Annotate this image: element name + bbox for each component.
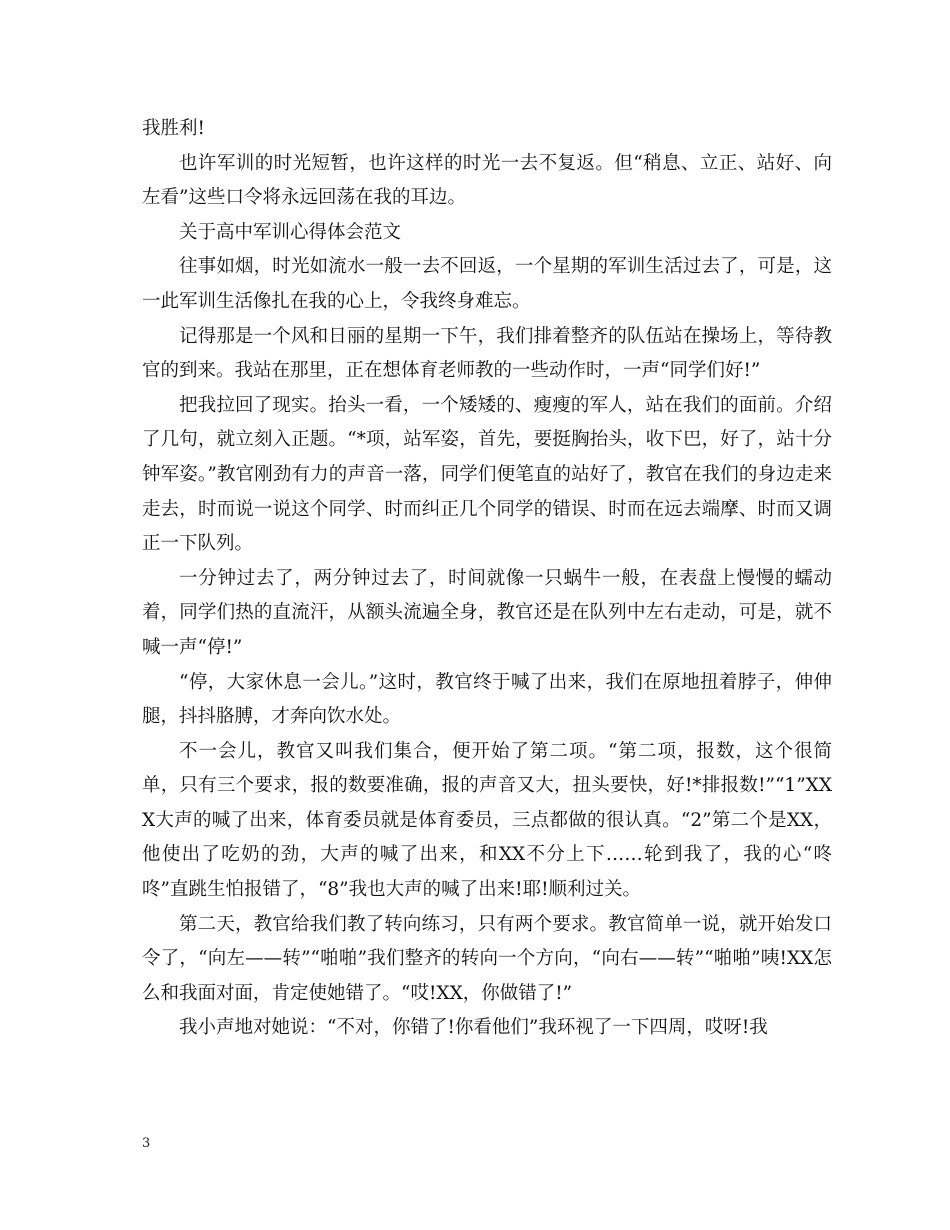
paragraph: 往事如烟，时光如流水一般一去不回返，一个星期的军训生活过去了，可是，这一此军训生活像扎在我的心上，令我终身难忘。 — [142, 256, 832, 312]
paragraph: 不一会儿，教官又叫我们集合，便开始了第二项。“第二项，报数，这个很简单，只有三个要求，报的数要准确，报的声音又大，扭头要快，好!*排报数!”“1”XXX大声的喊了出来，体育委员就是体育委员，三点都做的很认真。“2”第二个是XX，他使出了吃奶的劲，大声的喊了出来，和XX不分上下……轮到我了，我的心“咚咚”直跳生怕报错了，“8”我也大声的喊了出来!耶!顺利过关。 — [142, 740, 832, 901]
paragraph: 我小声地对她说：“不对，你错了!你看他们”我环视了一下四周，哎呀!我 — [179, 1017, 768, 1039]
body-text — [142, 112, 832, 1046]
paragraph: 记得那是一个风和日丽的星期一下午，我们排着整齐的队伍站在操场上，等待教官的到来。我站在那里，正在想体育老师教的一些动作时，一声“同学们好!” — [142, 325, 832, 382]
paragraph: 我胜利! — [142, 118, 205, 139]
paragraph: 一分钟过去了，两分钟过去了，时间就像一只蜗牛一般，在表盘上慢慢的蠕动着，同学们热的直流汗，从额头流遍全身，教官还是在队列中左右走动，可是，就不喊一声“停!” — [142, 567, 832, 658]
paragraph: 把我拉回了现实。抬头一看，一个矮矮的、瘦瘦的军人，站在我们的面前。介绍了几句，就立刻入正题。“*项，站军姿，首先，要挺胸抬头，收下巴，好了，站十分钟军姿。”教官刚劲有力的声音一落，同学们便笔直的站好了，教官在我们的身边走来走去，时而说一说这个同学、时而纠正几个同学的错误、时而在远去端摩、时而又调正一下队列。 — [142, 394, 832, 555]
page-number: 3 — [142, 1136, 151, 1151]
paragraph: 第二天，教官给我们教了转向练习，只有两个要求。教官简单一说，就开始发口令了，“向左——转”“啪啪”我们整齐的转向一个方向，“向右——转”“啪啪”咦!XX怎么和我面对面，肯定使她错了。“哎!XX，你做错了!” — [142, 913, 832, 1004]
paragraph: 也许军训的时光短暂，也许这样的时光一去不复返。但“稍息、立正、站好、向左看”这些口令将永远回荡在我的耳边。 — [142, 152, 832, 209]
section-heading: 关于高中军训心得体会范文 — [179, 221, 402, 243]
paragraph: “停，大家休息一会儿。”这时，教官终于喊了出来，我们在原地扭着脖子，伸伸腿，抖抖胳膊，才奔向饮水处。 — [142, 671, 832, 728]
